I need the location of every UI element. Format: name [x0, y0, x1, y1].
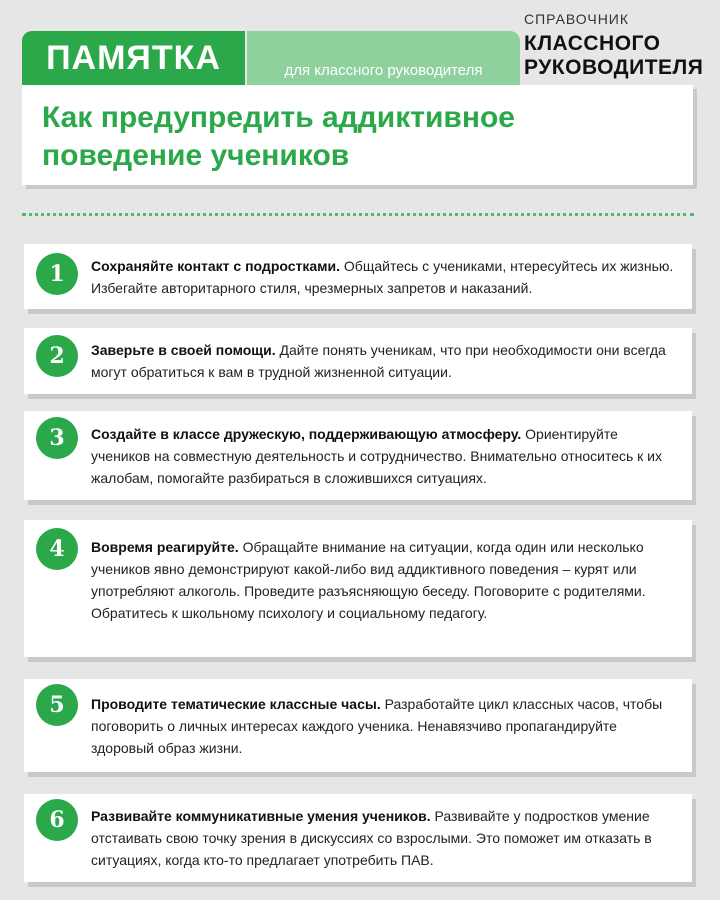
- tip-text: [91, 423, 680, 489]
- audience-label: для классного руководителя: [247, 31, 520, 85]
- tip-heading: Создайте в классе дружескую, поддерживающую атмосферу.: [91, 426, 522, 442]
- tip-body: Ориентируйте учеников на совместную деятельность и сотрудничество. Внимательно относитесь к их жалобам, помогайте разбираться в сложившихся ситуациях.: [91, 426, 662, 486]
- page-title-line-2: поведение учеников: [42, 139, 350, 172]
- step-number-badge: 2: [36, 335, 78, 377]
- brand-small-text: СПРАВОЧНИК: [524, 11, 630, 27]
- step-number-badge: 4: [36, 528, 78, 570]
- tip-card-3: [24, 411, 692, 500]
- tip-card-5: [24, 679, 692, 772]
- tip-heading: Сохраняйте контакт с подростками.: [91, 258, 341, 274]
- tip-card-6: [24, 794, 692, 882]
- tip-text: [91, 536, 680, 624]
- tip-text: [91, 693, 680, 759]
- tip-body: Обращайте внимание на ситуации, когда один или несколько учеников явно демонстрируют какой-либо вид аддиктивного поведения – курят или употребляют алкоголь. Проведите разъясняющую беседу. Поговорите с родителями. Обратитесь к школьному психологу и социальному педагогу.: [91, 539, 646, 621]
- step-number-badge: 6: [36, 799, 78, 841]
- page-title: [42, 99, 673, 175]
- tip-heading: Проводите тематические классные часы.: [91, 696, 381, 712]
- tip-body: Общайтесь с учениками, нтересуйтесь их жизнью. Избегайте авторитарного стиля, чрезмерных запретов и наказаний.: [91, 258, 674, 296]
- tip-body: Разработайте цикл классных часов, чтобы поговорить о личных интересах каждого ученика. Ненавязчиво пропагандируйте здоровый образ жизни.: [91, 696, 663, 756]
- tip-card-4: [24, 520, 692, 657]
- brand-line-2: РУКОВОДИТЕЛЯ: [524, 56, 704, 80]
- dotted-divider: [22, 213, 694, 216]
- tip-card-2: [24, 328, 692, 394]
- tip-heading: Вовремя реагируйте.: [91, 539, 239, 555]
- memo-badge: ПАМЯТКА: [22, 31, 245, 85]
- tip-heading: Заверьте в своей помощи.: [91, 342, 276, 358]
- tip-body: Дайте понять ученикам, что при необходимости они всегда могут обратиться к вам в трудной жизненной ситуации.: [91, 342, 666, 380]
- page-title-line-1: Как предупредить аддиктивное: [42, 101, 515, 134]
- tip-card-1: [24, 244, 692, 309]
- title-panel: [22, 85, 693, 185]
- tip-text: [91, 255, 680, 299]
- step-number-badge: 1: [36, 253, 78, 295]
- publication-logo: [524, 12, 703, 80]
- step-number-badge: 5: [36, 684, 78, 726]
- tip-text: [91, 339, 680, 383]
- brand-line-1: КЛАССНОГО: [524, 32, 661, 55]
- tip-body: Развивайте у подростков умение отстаивать свою точку зрения в дискуссиях со взрослыми. Это поможет им отказать в ситуациях, когда кто-то предлагает употребить ПАВ.: [91, 808, 652, 868]
- tip-heading: Развивайте коммуникативные умения учеников.: [91, 808, 431, 824]
- step-number-badge: 3: [36, 417, 78, 459]
- tip-text: [91, 805, 680, 871]
